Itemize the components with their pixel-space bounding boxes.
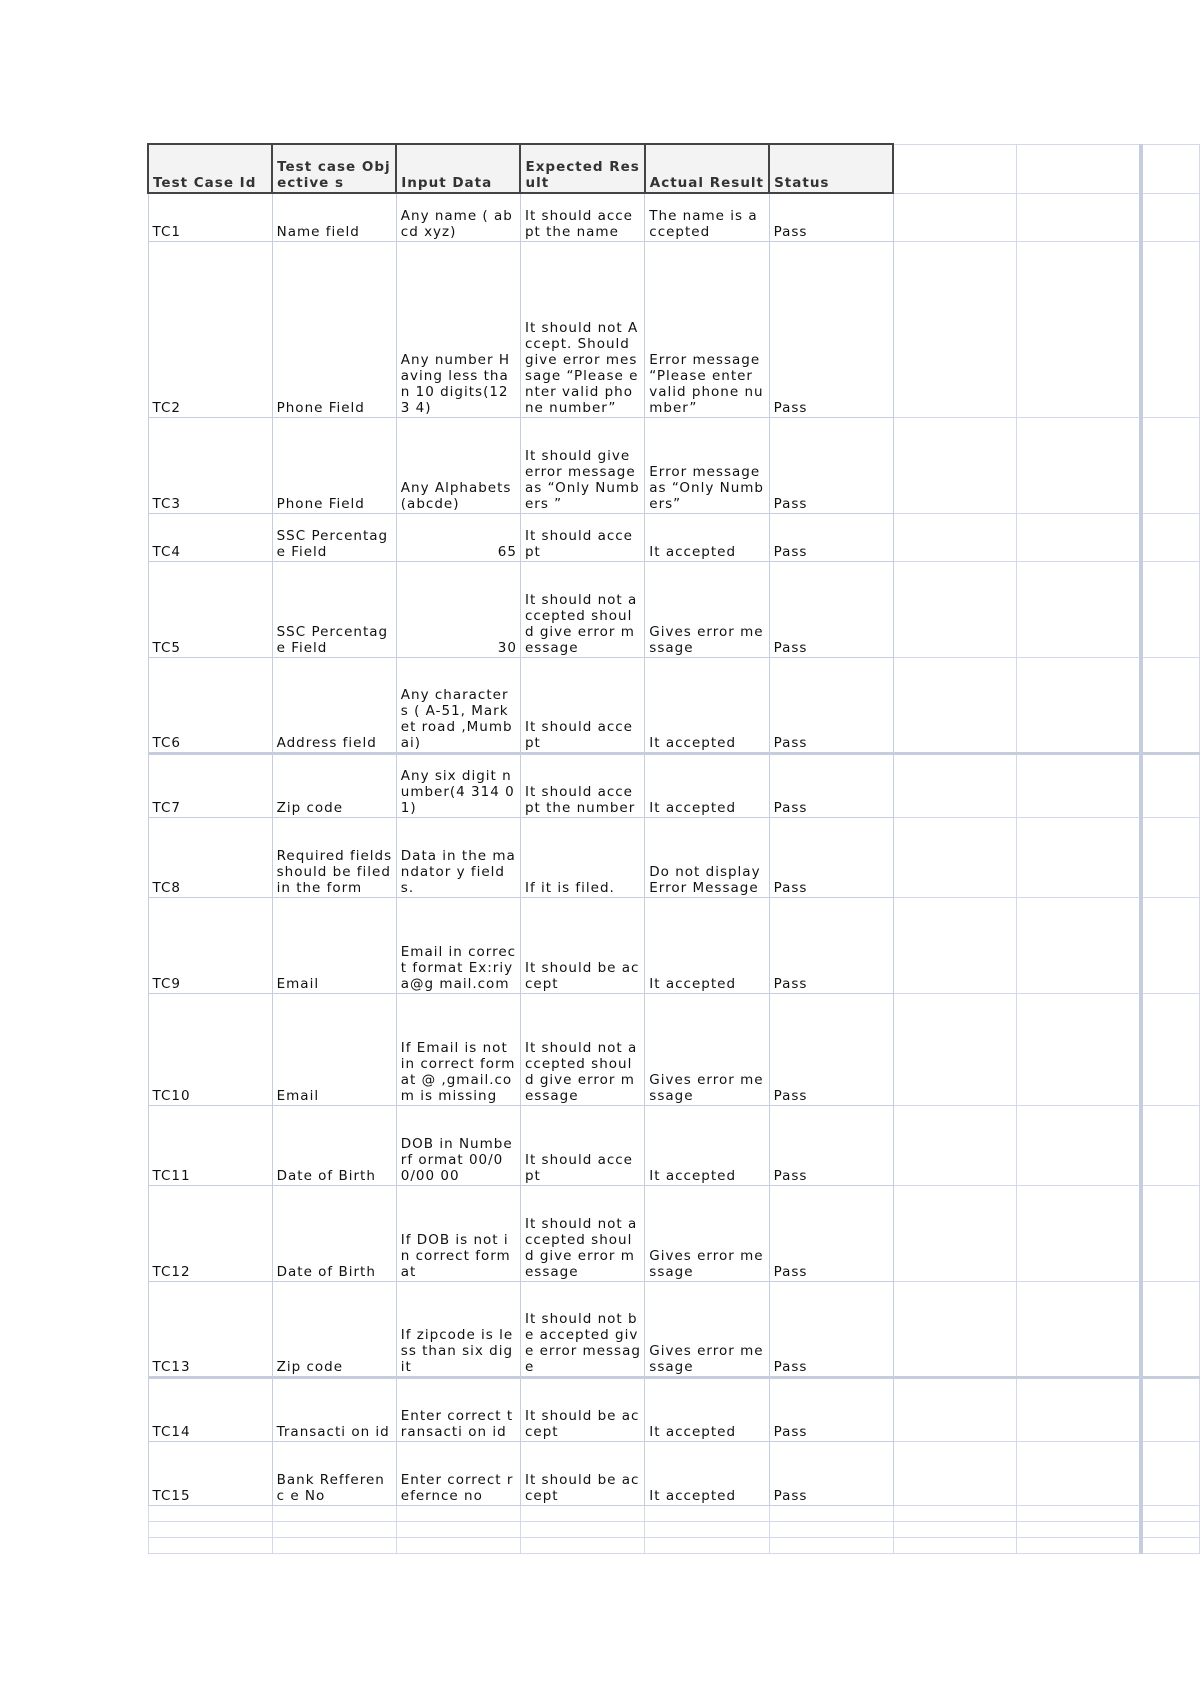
empty-cell: [1017, 1105, 1141, 1185]
empty-cell: [1017, 241, 1141, 417]
empty-row: [148, 1537, 1200, 1553]
actual-result-cell: Do not display Error Message: [645, 817, 769, 897]
empty-cell: [1017, 144, 1141, 193]
empty-cell: [893, 897, 1017, 993]
empty-cell: [396, 1505, 520, 1521]
empty-cell: [272, 1505, 396, 1521]
test-case-table: [147, 143, 1200, 1554]
objective-cell: Date of Birth: [272, 1105, 396, 1185]
table-row: [148, 1377, 1200, 1441]
test-case-id-cell: TC15: [148, 1441, 272, 1505]
empty-cell: [893, 657, 1017, 753]
empty-cell: [1141, 1377, 1200, 1441]
empty-cell: [1017, 897, 1141, 993]
actual-result-cell: It accepted: [645, 513, 769, 561]
table-row: [148, 1281, 1200, 1377]
actual-result-cell: It accepted: [645, 1441, 769, 1505]
input-data-cell: Data in the mandator y fields.: [396, 817, 520, 897]
objective-cell: Phone Field: [272, 417, 396, 513]
header-cell-status: Status: [769, 144, 893, 193]
expected-result-cell: It should not accepted should give error message: [520, 993, 644, 1105]
input-data-cell: If DOB is not in correct format: [396, 1185, 520, 1281]
table-row: [148, 897, 1200, 993]
empty-cell: [148, 1537, 272, 1553]
empty-cell: [893, 241, 1017, 417]
status-cell: Pass: [769, 1281, 893, 1377]
objective-cell: Name field: [272, 193, 396, 241]
empty-cell: [1141, 1441, 1200, 1505]
test-case-id-cell: TC12: [148, 1185, 272, 1281]
table-row: [148, 561, 1200, 657]
empty-cell: [893, 1377, 1017, 1441]
empty-cell: [1141, 1105, 1200, 1185]
empty-cell: [1017, 513, 1141, 561]
expected-result-cell: If it is filed.: [520, 817, 644, 897]
expected-result-cell: It should accept: [520, 657, 644, 753]
objective-cell: Bank Refferenc e No: [272, 1441, 396, 1505]
expected-result-cell: It should be accept: [520, 897, 644, 993]
test-case-id-cell: TC7: [148, 753, 272, 817]
empty-cell: [893, 817, 1017, 897]
test-case-id-cell: TC13: [148, 1281, 272, 1377]
table-row: [148, 417, 1200, 513]
empty-cell: [893, 753, 1017, 817]
status-cell: Pass: [769, 417, 893, 513]
expected-result-cell: It should be accept: [520, 1441, 644, 1505]
empty-cell: [1141, 993, 1200, 1105]
status-cell: Pass: [769, 817, 893, 897]
objective-cell: Phone Field: [272, 241, 396, 417]
objective-cell: Zip code: [272, 753, 396, 817]
status-cell: Pass: [769, 241, 893, 417]
status-cell: Pass: [769, 1441, 893, 1505]
objective-cell: Email: [272, 897, 396, 993]
objective-cell: SSC Percentag e Field: [272, 513, 396, 561]
actual-result-cell: It accepted: [645, 897, 769, 993]
header-cell-actual: Actual Result: [645, 144, 769, 193]
empty-cell: [893, 1505, 1017, 1521]
table-row: [148, 1185, 1200, 1281]
empty-cell: [1017, 1537, 1141, 1553]
actual-result-cell: Error message “Please enter valid phone number”: [645, 241, 769, 417]
empty-cell: [520, 1521, 644, 1537]
empty-cell: [1017, 417, 1141, 513]
expected-result-cell: It should not be accepted give error message: [520, 1281, 644, 1377]
empty-cell: [1017, 753, 1141, 817]
input-data-cell: If zipcode is less than six digit: [396, 1281, 520, 1377]
empty-cell: [1017, 1505, 1141, 1521]
actual-result-cell: It accepted: [645, 1377, 769, 1441]
empty-cell: [769, 1521, 893, 1537]
expected-result-cell: It should accept the number: [520, 753, 644, 817]
empty-cell: [893, 1441, 1017, 1505]
table-row: [148, 193, 1200, 241]
empty-cell: [1141, 561, 1200, 657]
table-row: [148, 993, 1200, 1105]
objective-cell: Email: [272, 993, 396, 1105]
input-data-cell: Enter correct refernce no: [396, 1441, 520, 1505]
table-row: [148, 241, 1200, 417]
test-case-id-cell: TC9: [148, 897, 272, 993]
empty-cell: [893, 1105, 1017, 1185]
empty-cell: [1141, 753, 1200, 817]
test-case-id-cell: TC11: [148, 1105, 272, 1185]
test-case-id-cell: TC3: [148, 417, 272, 513]
header-cell-expected: Expected Result: [520, 144, 644, 193]
empty-cell: [1141, 1505, 1200, 1521]
actual-result-cell: Gives error message: [645, 1281, 769, 1377]
status-cell: Pass: [769, 993, 893, 1105]
actual-result-cell: Gives error message: [645, 1185, 769, 1281]
test-case-id-cell: TC14: [148, 1377, 272, 1441]
objective-cell: Required fields should be filed in the form: [272, 817, 396, 897]
test-case-id-cell: TC2: [148, 241, 272, 417]
empty-cell: [148, 1521, 272, 1537]
empty-cell: [396, 1537, 520, 1553]
test-case-id-cell: TC8: [148, 817, 272, 897]
input-data-cell: Any number Having less than 10 digits(123 4): [396, 241, 520, 417]
empty-cell: [645, 1537, 769, 1553]
empty-cell: [1141, 417, 1200, 513]
empty-cell: [1017, 1377, 1141, 1441]
actual-result-cell: The name is accepted: [645, 193, 769, 241]
status-cell: Pass: [769, 561, 893, 657]
empty-cell: [1141, 1537, 1200, 1553]
table-row: [148, 753, 1200, 817]
input-data-cell: Any name ( abcd xyz): [396, 193, 520, 241]
status-cell: Pass: [769, 1105, 893, 1185]
empty-cell: [645, 1505, 769, 1521]
status-cell: Pass: [769, 1377, 893, 1441]
objective-cell: Address field: [272, 657, 396, 753]
test-case-id-cell: TC4: [148, 513, 272, 561]
status-cell: Pass: [769, 753, 893, 817]
status-cell: Pass: [769, 897, 893, 993]
empty-cell: [769, 1505, 893, 1521]
objective-cell: Transacti on id: [272, 1377, 396, 1441]
table-row: [148, 1441, 1200, 1505]
status-cell: Pass: [769, 193, 893, 241]
test-case-id-cell: TC6: [148, 657, 272, 753]
empty-row: [148, 1521, 1200, 1537]
expected-result-cell: It should accept the name: [520, 193, 644, 241]
empty-cell: [893, 144, 1017, 193]
objective-cell: Zip code: [272, 1281, 396, 1377]
empty-cell: [893, 513, 1017, 561]
header-cell-id: Test Case Id: [148, 144, 272, 193]
empty-cell: [1017, 1441, 1141, 1505]
empty-cell: [893, 1281, 1017, 1377]
actual-result-cell: Gives error message: [645, 561, 769, 657]
empty-cell: [893, 993, 1017, 1105]
table-row: [148, 513, 1200, 561]
actual-result-cell: It accepted: [645, 1105, 769, 1185]
actual-result-cell: It accepted: [645, 753, 769, 817]
expected-result-cell: It should not accepted should give error message: [520, 1185, 644, 1281]
input-data-cell: Any six digit number(4 314 01): [396, 753, 520, 817]
empty-cell: [1141, 513, 1200, 561]
input-data-cell: Any Alphabets (abcde): [396, 417, 520, 513]
test-case-id-cell: TC10: [148, 993, 272, 1105]
input-data-cell: Email in correct format Ex:riya@g mail.com: [396, 897, 520, 993]
expected-result-cell: It should not Accept. Should give error message “Please enter valid phone number”: [520, 241, 644, 417]
actual-result-cell: It accepted: [645, 657, 769, 753]
expected-result-cell: It should accept: [520, 1105, 644, 1185]
objective-cell: Date of Birth: [272, 1185, 396, 1281]
header-cell-objective: Test case Objective s: [272, 144, 396, 193]
test-case-id-cell: TC5: [148, 561, 272, 657]
empty-cell: [1017, 657, 1141, 753]
expected-result-cell: It should not accepted should give error message: [520, 561, 644, 657]
input-data-cell: Enter correct transacti on id: [396, 1377, 520, 1441]
empty-cell: [1017, 1521, 1141, 1537]
empty-cell: [1141, 817, 1200, 897]
empty-cell: [1017, 817, 1141, 897]
actual-result-cell: Error message as “Only Numbers”: [645, 417, 769, 513]
input-data-cell: 65: [396, 513, 520, 561]
empty-cell: [396, 1521, 520, 1537]
empty-cell: [893, 417, 1017, 513]
empty-cell: [893, 561, 1017, 657]
empty-cell: [1017, 193, 1141, 241]
empty-cell: [1141, 1185, 1200, 1281]
empty-cell: [1141, 193, 1200, 241]
objective-cell: SSC Percentag e Field: [272, 561, 396, 657]
input-data-cell: DOB in Numberf ormat 00/00/00 00: [396, 1105, 520, 1185]
empty-cell: [1017, 561, 1141, 657]
empty-cell: [272, 1521, 396, 1537]
empty-cell: [520, 1505, 644, 1521]
input-data-cell: 30: [396, 561, 520, 657]
expected-result-cell: It should give error message as “Only Numbers ”: [520, 417, 644, 513]
status-cell: Pass: [769, 513, 893, 561]
empty-cell: [272, 1537, 396, 1553]
table-row: [148, 817, 1200, 897]
empty-cell: [1141, 144, 1200, 193]
test-case-id-cell: TC1: [148, 193, 272, 241]
empty-cell: [520, 1537, 644, 1553]
empty-cell: [769, 1537, 893, 1553]
table-row: [148, 657, 1200, 753]
empty-cell: [893, 1521, 1017, 1537]
table-row: [148, 1105, 1200, 1185]
empty-cell: [1141, 657, 1200, 753]
empty-cell: [893, 1537, 1017, 1553]
empty-cell: [1141, 897, 1200, 993]
header-row: [148, 144, 1200, 193]
input-data-cell: Any character s ( A-51, Market road ,Mumbai): [396, 657, 520, 753]
empty-row: [148, 1505, 1200, 1521]
empty-cell: [148, 1505, 272, 1521]
empty-cell: [1141, 1281, 1200, 1377]
expected-result-cell: It should be accept: [520, 1377, 644, 1441]
empty-cell: [893, 1185, 1017, 1281]
empty-cell: [1141, 241, 1200, 417]
empty-cell: [1017, 1281, 1141, 1377]
expected-result-cell: It should accept: [520, 513, 644, 561]
status-cell: Pass: [769, 657, 893, 753]
empty-cell: [1141, 1521, 1200, 1537]
empty-cell: [893, 193, 1017, 241]
status-cell: Pass: [769, 1185, 893, 1281]
empty-cell: [1017, 993, 1141, 1105]
empty-cell: [645, 1521, 769, 1537]
header-cell-input: Input Data: [396, 144, 520, 193]
empty-cell: [1017, 1185, 1141, 1281]
input-data-cell: If Email is not in correct format @ ,gmail.co m is missing: [396, 993, 520, 1105]
actual-result-cell: Gives error message: [645, 993, 769, 1105]
